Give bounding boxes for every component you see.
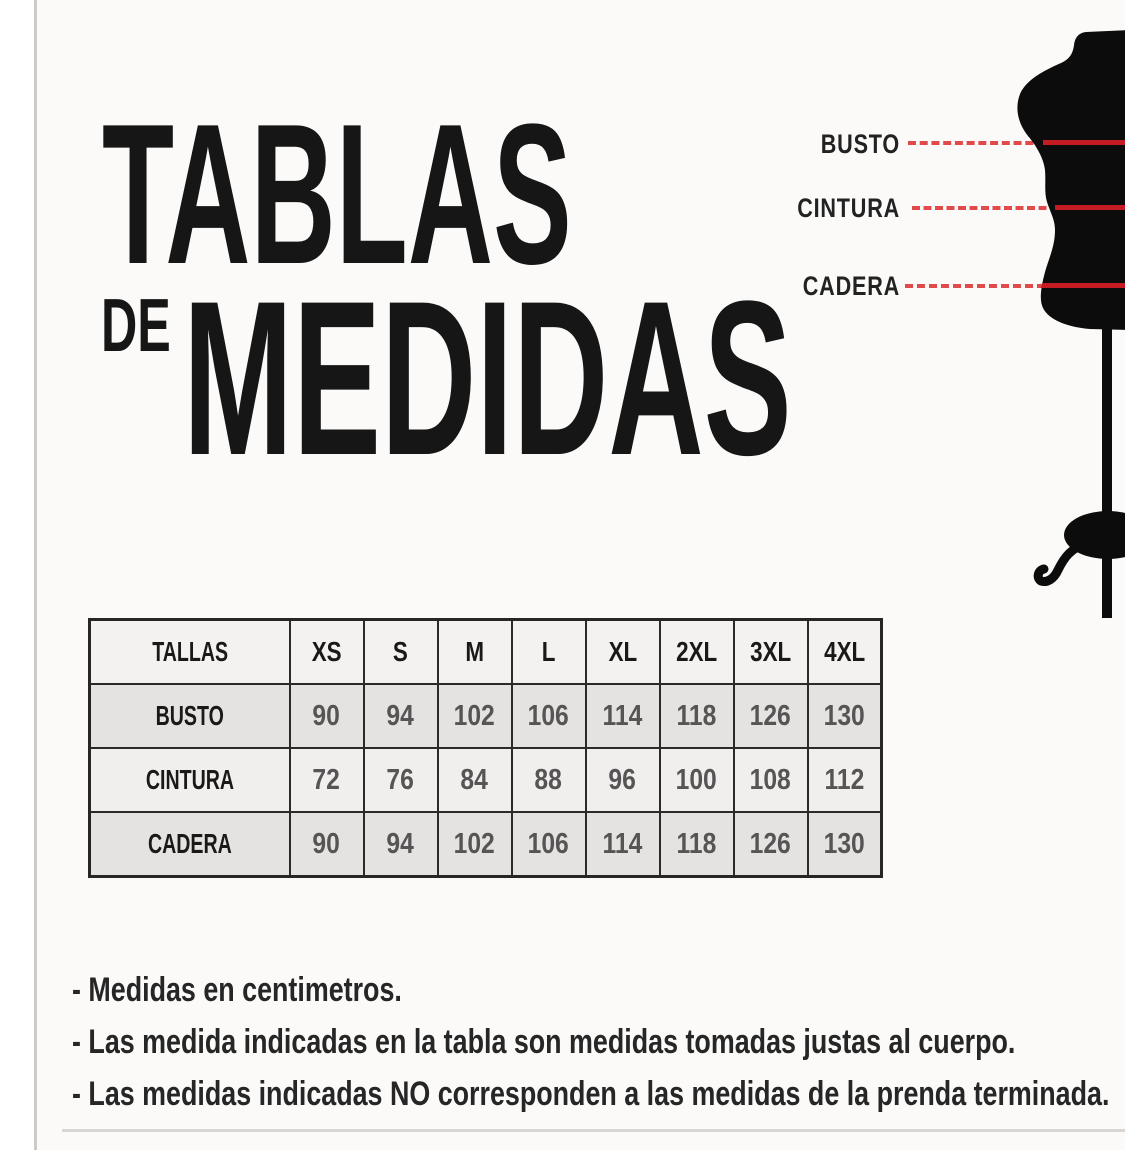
table-header-m: M [465,636,484,667]
cintura-l: 88 [534,763,563,796]
table-header-tallas: TALLAS [151,636,228,667]
dress-form-stand-leg [1038,542,1090,582]
busto-xs: 90 [312,699,341,732]
left-margin [0,0,34,1150]
table-header-row [90,620,882,685]
left-divider-line [34,0,37,1150]
bottom-divider-line [62,1129,1125,1132]
cintura-4xl: 112 [824,763,865,796]
dress-form-stand-pole [1102,326,1112,618]
busto-l: 106 [527,699,570,732]
cadera-m: 102 [453,827,496,860]
page-title-line1: TABLAS [102,83,572,306]
page-title-line2: MEDIDAS [183,255,792,501]
cadera-xs: 90 [312,827,341,860]
table-header-2xl: 2XL [675,636,718,667]
table-header-xl: XL [608,636,637,667]
page-title-de: DE [101,283,171,367]
size-table [88,618,883,878]
table-row-busto [90,684,882,748]
cadera-measure-line [1042,283,1125,288]
cadera-s: 94 [386,827,415,860]
cadera-3xl: 126 [749,827,792,860]
table-header-l: L [541,636,556,667]
busto-2xl: 118 [676,699,717,732]
busto-3xl: 126 [749,699,792,732]
cadera-2xl: 118 [676,827,717,860]
row-label-cadera: CADERA [147,828,232,859]
busto-s: 94 [386,699,415,732]
table-header-xs: XS [311,636,342,667]
busto-xl: 114 [602,699,643,732]
cintura-m: 84 [460,763,489,796]
cintura-label: CINTURA [797,193,900,223]
cadera-l: 106 [527,827,570,860]
note-line-2: - Las medida indicadas en la tabla son medidas tomadas justas al cuerpo. [72,1023,1016,1061]
note-line-3: - Las medidas indicadas NO corresponden a las medidas de la prenda terminada. [72,1075,1110,1113]
cintura-measure-line [1055,205,1125,210]
busto-label: BUSTO [820,129,900,159]
cintura-s: 76 [386,763,415,796]
cintura-3xl: 108 [749,763,792,796]
table-row-cadera [90,812,882,877]
cadera-xl: 114 [602,827,643,860]
cintura-xs: 72 [312,763,341,796]
busto-measure-line [1043,140,1125,145]
note-line-1: - Medidas en centimetros. [72,971,402,1009]
busto-4xl: 130 [823,699,865,732]
cadera-4xl: 130 [823,827,865,860]
busto-m: 102 [453,699,496,732]
row-label-busto: BUSTO [155,700,224,731]
cadera-label: CADERA [802,271,900,301]
dress-form-illustration [990,30,1125,625]
cintura-2xl: 100 [675,763,718,796]
cintura-xl: 96 [608,763,637,796]
table-header-3xl: 3XL [749,636,792,667]
table-header-4xl: 4XL [823,636,865,667]
footnotes [72,964,1125,1120]
row-label-cintura: CINTURA [145,764,234,795]
table-row-cintura [90,748,882,812]
table-header-s: S [393,636,408,667]
